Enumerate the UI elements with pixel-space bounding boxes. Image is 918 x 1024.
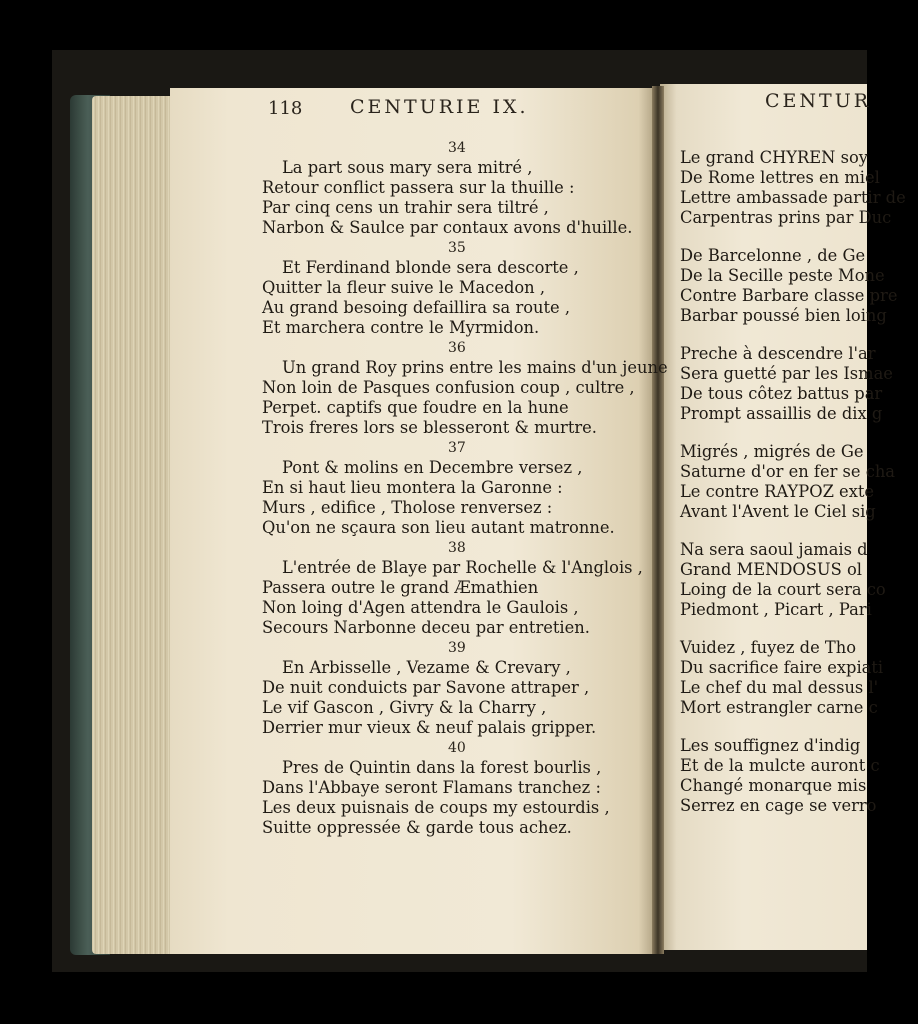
- verse-line: Perpet. captifs que foudre en la hune: [262, 398, 569, 417]
- verse-line: Avant l'Avent le Ciel sig: [680, 502, 876, 521]
- verse-line: Le contre RAYPOZ exte: [680, 482, 875, 501]
- verse-line: Mort estrangler carne c: [680, 698, 878, 717]
- verse-line: Vuidez , fuyez de Tho: [680, 638, 857, 657]
- verse-line: Na sera saoul jamais d: [680, 540, 868, 559]
- verse-line: Un grand Roy prins entre les mains d'un jeune: [282, 358, 668, 377]
- verse-line: Les deux puisnais de coups my estourdis ,: [262, 798, 610, 817]
- verse-line: Par cinq cens un trahir sera tiltré ,: [262, 198, 549, 217]
- verse-line: Barbar poussé bien loing: [680, 306, 887, 325]
- running-head-right: CENTUR: [765, 90, 872, 112]
- quatrain-number: 35: [448, 240, 466, 256]
- verse-line: Passera outre le grand Æmathien: [262, 578, 539, 597]
- verse-line: Les souffignez d'indig: [680, 736, 861, 755]
- verse-line: Preche à descendre l'ar: [680, 344, 876, 363]
- verse-line: De Barcelonne , de Ge: [680, 246, 866, 265]
- verse-line: De nuit conduicts par Savone attraper ,: [262, 678, 590, 697]
- verse-line: Contre Barbare classe pre: [680, 286, 898, 305]
- running-head-left: CENTURIE IX.: [350, 96, 529, 118]
- verse-line: Le chef du mal dessus l': [680, 678, 879, 697]
- verse-line: Serrez en cage se verro: [680, 796, 877, 815]
- verse-line: Migrés , migrés de Ge: [680, 442, 864, 461]
- verse-line: Et marchera contre le Myrmidon.: [262, 318, 540, 337]
- verse-line: Et Ferdinand blonde sera descorte ,: [282, 258, 579, 277]
- verse-line: L'entrée de Blaye par Rochelle & l'Anglois ,: [282, 558, 643, 577]
- verse-line: Murs , edifice , Tholose renversez :: [262, 498, 553, 517]
- verse-line: Changé monarque mis: [680, 776, 867, 795]
- verse-line: Pont & molins en Decembre versez ,: [282, 458, 583, 477]
- verse-line: Du sacrifice faire expiati: [680, 658, 884, 677]
- verse-line: En si haut lieu montera la Garonne :: [262, 478, 563, 497]
- verse-line: La part sous mary sera mitré ,: [282, 158, 533, 177]
- verse-line: Saturne d'or en fer se cha: [680, 462, 896, 481]
- verse-line: Et de la mulcte auront c: [680, 756, 880, 775]
- verse-line: Le grand CHYREN soy: [680, 148, 868, 167]
- quatrain-number: 36: [448, 340, 466, 356]
- verse-line: Sera guetté par les Ismae: [680, 364, 893, 383]
- verse-line: De tous côtez battus par: [680, 384, 883, 403]
- verse-line: Suitte oppressée & garde tous achez.: [262, 818, 572, 837]
- verse-line: Secours Narbonne deceu par entretien.: [262, 618, 590, 637]
- verse-line: Dans l'Abbaye seront Flamans tranchez :: [262, 778, 601, 797]
- verse-line: Quitter la fleur suive le Macedon ,: [262, 278, 546, 297]
- verse-line: Non loing d'Agen attendra le Gaulois ,: [262, 598, 579, 617]
- verse-line: Grand MENDOSUS ol: [680, 560, 862, 579]
- page-number: 118: [268, 98, 303, 119]
- quatrain-number: 37: [448, 440, 466, 456]
- verse-line: Loing de la court sera co: [680, 580, 886, 599]
- right-page-text-clip: [660, 84, 906, 950]
- verse-line: Non loin de Pasques confusion coup , cultre ,: [262, 378, 635, 397]
- verse-line: Trois freres lors se blesseront & murtre.: [262, 418, 597, 437]
- verse-line: Carpentras prins par Duc: [680, 208, 892, 227]
- verse-line: Derrier mur vieux & neuf palais gripper.: [262, 718, 597, 737]
- verse-line: Lettre ambassade partir de: [680, 188, 906, 207]
- verse-line: Narbon & Saulce par contaux avons d'huille.: [262, 218, 633, 237]
- verse-line: Qu'on ne sçaura son lieu autant matronne.: [262, 518, 615, 537]
- quatrain-number: 34: [448, 140, 466, 156]
- verse-line: Prompt assaillis de dix g: [680, 404, 883, 423]
- verse-line: Au grand besoing defaillira sa route ,: [262, 298, 571, 317]
- verse-line: Retour conflict passera sur la thuille :: [262, 178, 575, 197]
- verse-line: De Rome lettres en miel: [680, 168, 880, 187]
- quatrain-number: 38: [448, 540, 466, 556]
- quatrain-number: 39: [448, 640, 466, 656]
- verse-line: Piedmont , Picart , Pari: [680, 600, 872, 619]
- verse-line: Le vif Gascon , Givry & la Charry ,: [262, 698, 547, 717]
- verse-line: De la Secille peste Mone: [680, 266, 885, 285]
- verse-line: Pres de Quintin dans la forest bourlis ,: [282, 758, 602, 777]
- verse-line: En Arbisselle , Vezame & Crevary ,: [282, 658, 571, 677]
- quatrain-number: 40: [448, 740, 466, 756]
